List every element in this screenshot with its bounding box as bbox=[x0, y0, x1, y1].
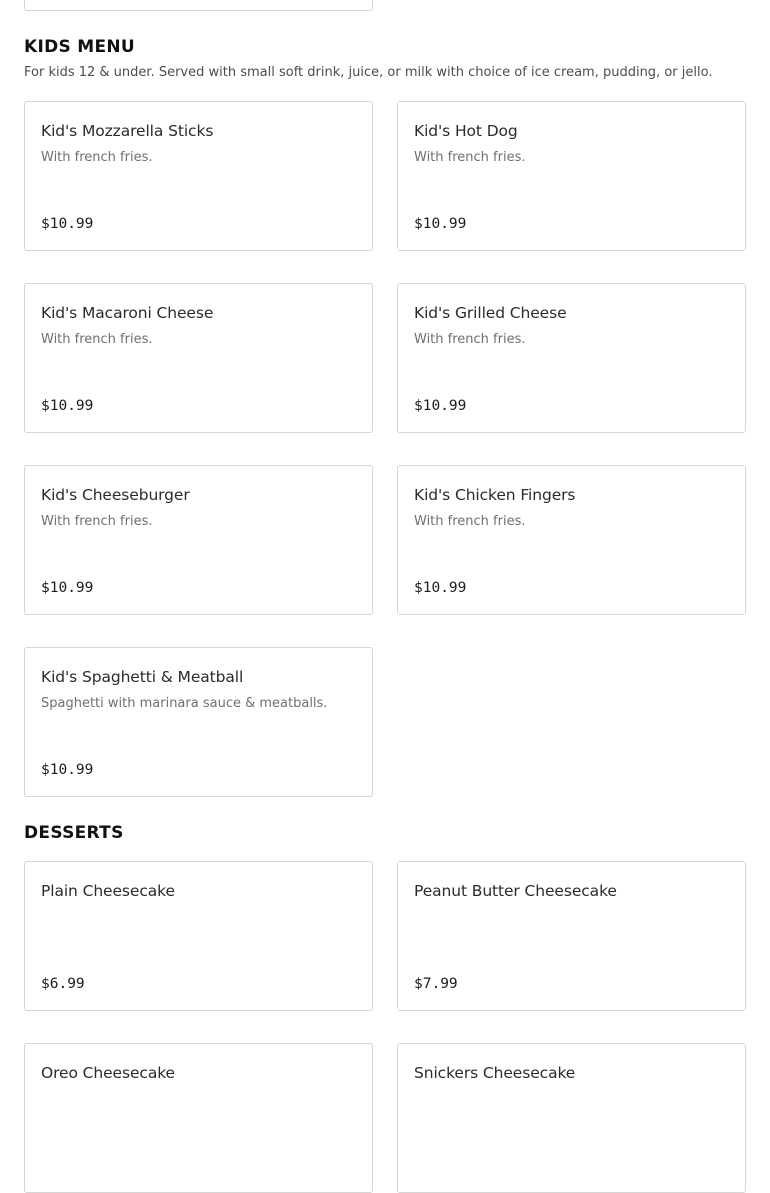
menu-item-price: $7.99 bbox=[414, 976, 458, 992]
menu-item-name: Kid's Cheeseburger bbox=[41, 486, 190, 504]
menu-item-name: Kid's Grilled Cheese bbox=[414, 304, 567, 322]
menu-item-price: $6.99 bbox=[41, 976, 85, 992]
menu-item-price: $10.99 bbox=[414, 216, 467, 232]
menu-item-description: Spaghetti with marinara sauce & meatballs. bbox=[41, 696, 328, 711]
menu-item-name: Kid's Macaroni Cheese bbox=[41, 304, 214, 322]
menu-item-card[interactable] bbox=[24, 861, 373, 1011]
menu-item-card[interactable] bbox=[24, 465, 373, 615]
menu-item-name: Kid's Chicken Fingers bbox=[414, 486, 576, 504]
menu-item-card[interactable] bbox=[24, 283, 373, 433]
menu-item-card[interactable] bbox=[397, 465, 746, 615]
menu-item-card[interactable] bbox=[397, 101, 746, 251]
menu-item-card[interactable] bbox=[397, 283, 746, 433]
menu-item-price: $10.99 bbox=[41, 580, 94, 596]
previous-menu-item-card[interactable] bbox=[24, 0, 373, 11]
menu-item-price: $10.99 bbox=[41, 762, 94, 778]
menu-item-name: Kid's Hot Dog bbox=[414, 122, 518, 140]
menu-item-card[interactable] bbox=[24, 101, 373, 251]
menu-item-price: $10.99 bbox=[414, 580, 467, 596]
menu-item-price: $10.99 bbox=[41, 398, 94, 414]
kids-menu-note: For kids 12 & under. Served with small soft drink, juice, or milk with choice of ice cream, pudding, or jello. bbox=[24, 65, 713, 80]
menu-item-price: $10.99 bbox=[414, 398, 467, 414]
menu-item-description: With french fries. bbox=[41, 332, 153, 347]
menu-item-name: Kid's Spaghetti & Meatball bbox=[41, 668, 244, 686]
menu-item-description: With french fries. bbox=[414, 332, 526, 347]
menu-item-description: With french fries. bbox=[414, 514, 526, 529]
kids-menu-heading: KIDS MENU bbox=[24, 37, 136, 57]
menu-item-name: Kid's Mozzarella Sticks bbox=[41, 122, 214, 140]
menu-item-description: With french fries. bbox=[414, 150, 526, 165]
menu-item-name: Oreo Cheesecake bbox=[41, 1064, 175, 1082]
menu-item-description: With french fries. bbox=[41, 150, 153, 165]
menu-item-name: Snickers Cheesecake bbox=[414, 1064, 576, 1082]
menu-item-name: Plain Cheesecake bbox=[41, 882, 175, 900]
menu-item-card[interactable] bbox=[24, 1043, 373, 1193]
menu-item-name: Peanut Butter Cheesecake bbox=[414, 882, 617, 900]
menu-item-description: With french fries. bbox=[41, 514, 153, 529]
menu-item-card[interactable] bbox=[24, 647, 373, 797]
menu-item-price: $10.99 bbox=[41, 216, 94, 232]
desserts-heading: DESSERTS bbox=[24, 823, 124, 843]
menu-item-card[interactable] bbox=[397, 1043, 746, 1193]
menu-item-card[interactable] bbox=[397, 861, 746, 1011]
